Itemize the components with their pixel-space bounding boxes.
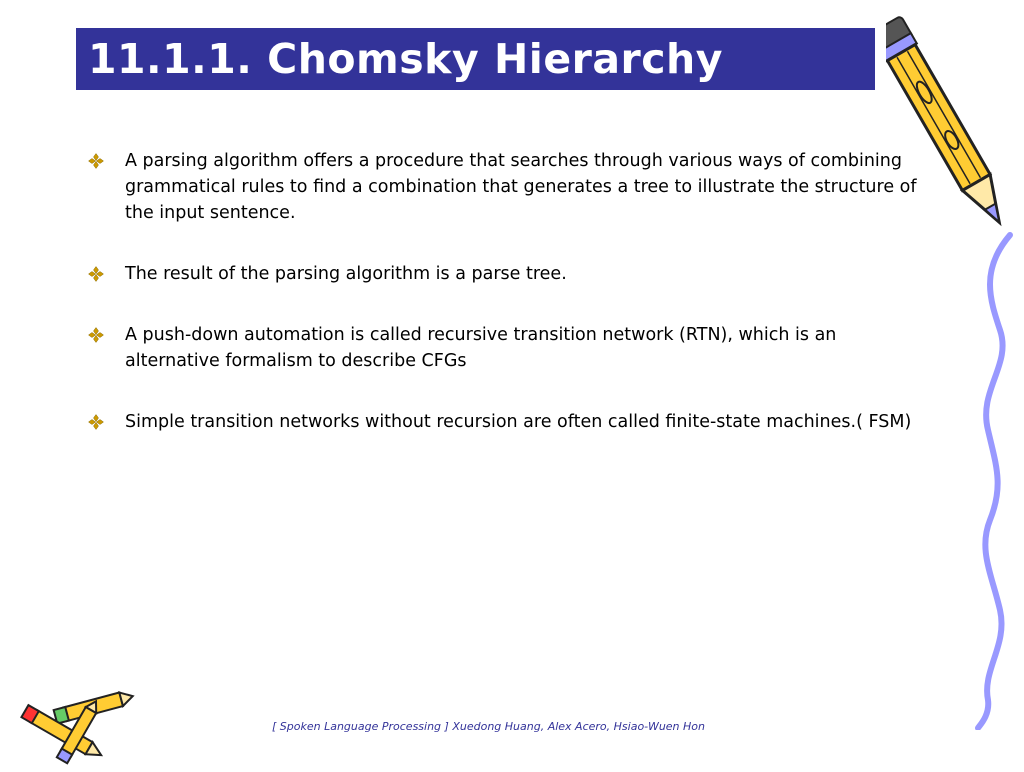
four-diamond-bullet-icon: [88, 414, 104, 430]
pencil-icon: [886, 6, 1018, 246]
bullet-item: [88, 322, 928, 374]
four-diamond-bullet-icon: [88, 266, 104, 282]
four-diamond-bullet-icon: [88, 153, 104, 169]
footer-citation: [ Spoken Language Processing ] Xuedong Huang, Alex Acero, Hsiao-Wuen Hon: [272, 720, 706, 733]
four-diamond-bullet-icon: [88, 327, 104, 343]
slide-title: 11.1.1. Chomsky Hierarchy: [88, 35, 723, 83]
bullet-item: [88, 261, 928, 287]
bullet-list: [88, 148, 928, 435]
bullet-text: Simple transition networks without recursion are often called finite-state machines.( FSM): [125, 412, 912, 432]
bullet-item: [88, 409, 928, 435]
bullet-text: The result of the parsing algorithm is a parse tree.: [125, 264, 567, 284]
title-bar: [76, 28, 875, 90]
bullet-item: [88, 148, 928, 226]
bullet-text: A parsing algorithm offers a procedure that searches through various ways of combining grammatical rules to find a combination that generates a tree to illustrate the structure of the input sentence.: [125, 151, 917, 223]
crossed-pencils-icon: [16, 686, 140, 768]
bullet-text: A push-down automation is called recursive transition network (RTN), which is an alternative formalism to describe CFGs: [125, 325, 837, 371]
wavy-line-decoration: [960, 230, 1020, 730]
